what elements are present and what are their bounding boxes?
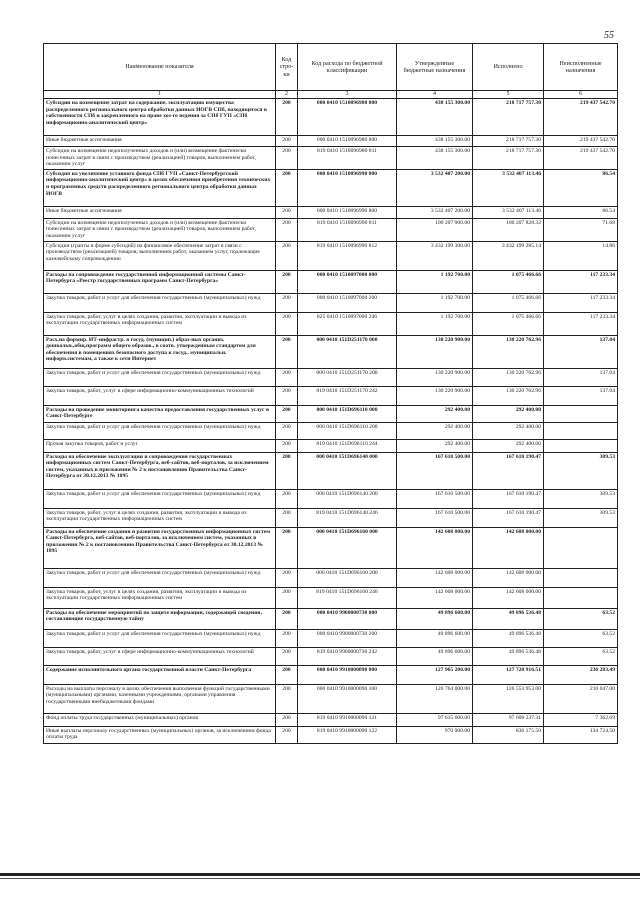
row-executed: 836 175.50 <box>473 726 544 743</box>
table-row <box>44 726 618 743</box>
row-executed: 218 717 757.30 <box>473 99 544 136</box>
row-unexecuted <box>544 422 618 439</box>
row-unexecuted: 63.52 <box>544 629 618 647</box>
row-unexecuted: 309.53 <box>544 489 618 508</box>
row-line-code: 200 <box>276 587 298 608</box>
row-unexecuted <box>544 405 618 422</box>
table-row <box>44 647 618 665</box>
row-approved: 3 532 407 200.00 <box>397 206 473 218</box>
row-unexecuted: 210 047.00 <box>544 684 618 713</box>
row-approved: 97 615 600.00 <box>397 713 473 726</box>
row-expense-code: 000 0410 9910000090 000 <box>298 665 397 684</box>
row-approved: 49 896 600.00 <box>397 608 473 629</box>
row-expense-code: 819 0410 151D251170 242 <box>298 386 397 405</box>
row-name: Расходы на обеспечение эксплуатации и сопровождения государственных информационных систем Санкт-Петербурга, веб-сайтов, веб-порталов, за исключением систем, указанных в приложении № 2 к постановлению Правительства Санкт-Петербурга от 30.12.2013 № 1095 <box>44 452 276 489</box>
row-executed: 167 610 190.47 <box>473 452 544 489</box>
row-unexecuted: 63.52 <box>544 608 618 629</box>
row-approved: 292 400.00 <box>397 405 473 422</box>
column-number: 1 <box>44 91 276 99</box>
header-row <box>44 44 618 91</box>
row-name: Расходы на обеспечение мероприятий по защите информации, содержащей сведения, составляющие государственную тайну <box>44 608 276 629</box>
row-name: Прочая закупка товаров, работ и услуг <box>44 439 276 452</box>
row-executed: 292 400.00 <box>473 405 544 422</box>
row-executed: 49 896 536.48 <box>473 608 544 629</box>
row-line-code: 200 <box>276 608 298 629</box>
row-unexecuted: 117 233.34 <box>544 270 618 293</box>
row-name: Закупка товаров, работ и услуг для обеспечения государственных (муниципальных) нужд <box>44 629 276 647</box>
row-executed: 3 532 407 113.46 <box>473 169 544 206</box>
row-executed: 97 608 237.31 <box>473 713 544 726</box>
row-expense-code: 000 0410 1510097000 200 <box>298 293 397 312</box>
row-expense-code: 000 0410 9900000730 000 <box>298 608 397 629</box>
row-expense-code: 819 0410 1510096990 812 <box>298 241 397 270</box>
row-executed: 130 220 762.96 <box>473 368 544 386</box>
row-line-code: 200 <box>276 629 298 647</box>
row-unexecuted <box>544 587 618 608</box>
row-line-code: 200 <box>276 665 298 684</box>
row-expense-code: 000 0410 1510096990 800 <box>298 206 397 218</box>
row-approved: 49 896 600.00 <box>397 647 473 665</box>
table-row <box>44 241 618 270</box>
row-line-code: 200 <box>276 99 298 136</box>
row-executed: 167 610 190.47 <box>473 508 544 527</box>
row-line-code: 200 <box>276 508 298 527</box>
row-line-code: 200 <box>276 439 298 452</box>
table-row <box>44 218 618 241</box>
row-approved: 142 608 000.00 <box>397 587 473 608</box>
row-expense-code: 000 0410 151D696160 000 <box>298 527 397 568</box>
row-approved: 292 400.00 <box>397 439 473 452</box>
row-unexecuted: 7 362.69 <box>544 713 618 726</box>
row-name: Расходы на обеспечение создания и развития государственных информационных систем Санкт-Петербурга, веб-сайтов, веб-порталов, за исключением систем, указанных в приложении № 2 к постановлению Правительства Санкт-Петербурга от 30.12.2013 № 1095 <box>44 527 276 568</box>
table-row <box>44 608 618 629</box>
table-row <box>44 527 618 568</box>
bottom-rule-thin <box>0 878 640 879</box>
table-row <box>44 147 618 170</box>
row-name: Расходы на проведение мониторинга качества предоставления государственных услуг в Санкт-Петербурге <box>44 405 276 422</box>
row-executed: 130 220 762.96 <box>473 335 544 368</box>
row-unexecuted: 63.52 <box>544 647 618 665</box>
row-executed: 292 400.00 <box>473 422 544 439</box>
row-unexecuted: 117 233.34 <box>544 312 618 335</box>
row-name: Закупка товаров, работ, услуг в сфере информационно-коммуникационных технологий <box>44 386 276 405</box>
row-approved: 126 764 000.00 <box>397 684 473 713</box>
row-expense-code: 819 0410 1510096990 811 <box>298 218 397 241</box>
row-approved: 1 192 700.00 <box>397 293 473 312</box>
row-expense-code: 825 0410 1510097000 246 <box>298 312 397 335</box>
row-name: Содержание исполнительного органа государственной власти Санкт-Петербурга <box>44 665 276 684</box>
row-approved: 1 192 700.00 <box>397 270 473 293</box>
row-approved: 438 155 300.00 <box>397 99 473 136</box>
row-executed: 49 896 536.48 <box>473 629 544 647</box>
row-unexecuted: 309.53 <box>544 508 618 527</box>
table-row <box>44 270 618 293</box>
table-row <box>44 312 618 335</box>
row-name: Закупка товаров, работ, услуг в целях создания, развития, эксплуатации и вывода из эксплуатации государственных информационных систем <box>44 312 276 335</box>
table-row <box>44 386 618 405</box>
row-line-code: 200 <box>276 169 298 206</box>
row-approved: 142 608 000.00 <box>397 568 473 587</box>
row-expense-code: 000 0410 1510097000 000 <box>298 270 397 293</box>
row-line-code: 200 <box>276 684 298 713</box>
table-row <box>44 568 618 587</box>
row-name: Закупка товаров, работ и услуг для обеспечения государственных (муниципальных) нужд <box>44 568 276 587</box>
row-executed: 3 432 199 285.14 <box>473 241 544 270</box>
row-executed: 49 896 536.48 <box>473 647 544 665</box>
row-name: Иные бюджетные ассигнования <box>44 206 276 218</box>
column-number: 2 <box>276 91 298 99</box>
table-row <box>44 335 618 368</box>
row-unexecuted <box>544 568 618 587</box>
row-line-code: 200 <box>276 335 298 368</box>
row-approved: 127 965 200.00 <box>397 665 473 684</box>
row-unexecuted: 86.54 <box>544 169 618 206</box>
row-name: Закупка товаров, работ и услуг для обеспечения государственных (муниципальных) нужд <box>44 368 276 386</box>
column-number: 5 <box>473 91 544 99</box>
header-line-code: Код стро-ки <box>276 44 298 91</box>
row-line-code: 200 <box>276 293 298 312</box>
table-row <box>44 508 618 527</box>
row-unexecuted: 137.04 <box>544 386 618 405</box>
row-expense-code: 819 0410 9900000730 242 <box>298 647 397 665</box>
row-name: Субсидия на увеличение уставного фонда СПб ГУП «Санкт-Петербургский информационно-аналитический центр» в целях обеспечения приобретения технических и программных средств распределенного регионального центра обработки данных ИОГВ <box>44 169 276 206</box>
row-name: Субсидии на возмещение недополученных доходов и (или) возмещение фактически понесенных затрат в связи с производством (реализацией) товаров, выполнением работ, оказанием услуг <box>44 147 276 170</box>
row-expense-code: 000 0410 151D251170 200 <box>298 368 397 386</box>
column-number: 3 <box>298 91 397 99</box>
table-row <box>44 489 618 508</box>
row-expense-code: 819 0410 151D696110 244 <box>298 439 397 452</box>
row-executed: 126 553 953.00 <box>473 684 544 713</box>
row-expense-code: 819 0410 151D696160 246 <box>298 587 397 608</box>
table-row <box>44 405 618 422</box>
table-row <box>44 439 618 452</box>
table-row <box>44 587 618 608</box>
row-line-code: 200 <box>276 270 298 293</box>
row-executed: 218 717 757.30 <box>473 147 544 170</box>
table-row <box>44 684 618 713</box>
row-line-code: 200 <box>276 218 298 241</box>
row-line-code: 200 <box>276 726 298 743</box>
row-line-code: 200 <box>276 452 298 489</box>
column-number: 6 <box>544 91 618 99</box>
row-approved: 130 220 900.00 <box>397 386 473 405</box>
row-name: Иные выплаты персоналу государственных (муниципальных) органов, за исключением фонда оплаты труда <box>44 726 276 743</box>
row-executed: 142 608 000.00 <box>473 587 544 608</box>
row-name: Закупка товаров, работ и услуг для обеспечения государственных (муниципальных) нужд <box>44 489 276 508</box>
row-line-code: 200 <box>276 422 298 439</box>
row-approved: 3 432 199 300.00 <box>397 241 473 270</box>
row-name: Субсидии (гранты в форме субсидий) на финансовое обеспечение затрат в связи с производством (реализацией) товаров, выполнением работ, оказанием услуг, подлежащие казначейскому сопровождению <box>44 241 276 270</box>
row-name: Расходы на сопровождение государственной информационной системы Санкт-Петербурга «Реестр государственных программ Санкт-Петербурга» <box>44 270 276 293</box>
table-row <box>44 368 618 386</box>
row-name: Закупка товаров, работ, услуг в целях создания, развития, эксплуатации и вывода из эксплуатации государственных информационных систем <box>44 508 276 527</box>
column-number-row <box>44 91 618 99</box>
row-line-code: 200 <box>276 568 298 587</box>
row-line-code: 200 <box>276 527 298 568</box>
table-row <box>44 452 618 489</box>
row-unexecuted: 219 437 542.70 <box>544 136 618 147</box>
row-executed: 1 075 466.66 <box>473 293 544 312</box>
header-approved: Утвержденные бюджетные назначения <box>397 44 473 91</box>
row-approved: 167 610 500.00 <box>397 508 473 527</box>
row-line-code: 200 <box>276 241 298 270</box>
row-approved: 3 532 407 200.00 <box>397 169 473 206</box>
row-approved: 130 220 900.00 <box>397 368 473 386</box>
row-approved: 438 155 300.00 <box>397 136 473 147</box>
row-line-code: 200 <box>276 386 298 405</box>
row-expense-code: 000 0410 151D251170 000 <box>298 335 397 368</box>
row-approved: 49 896 600.00 <box>397 629 473 647</box>
row-expense-code: 000 0410 151D696110 200 <box>298 422 397 439</box>
row-expense-code: 000 0410 9910000090 100 <box>298 684 397 713</box>
row-unexecuted: 71.68 <box>544 218 618 241</box>
row-approved: 438 155 300.00 <box>397 147 473 170</box>
row-name: Иные бюджетные ассигнования <box>44 136 276 147</box>
row-approved: 167 610 500.00 <box>397 452 473 489</box>
row-executed: 100 207 828.32 <box>473 218 544 241</box>
row-unexecuted <box>544 527 618 568</box>
row-name: Субсидии на возмещение затрат на содержание, эксплуатацию имущества распределенного регионального центра обработки данных ИОГВ СПб, находящегося в собственности СПб и закрепленного на праве хоз-го ведения за СПб ГУП «СПб информационно-аналитический центр» <box>44 99 276 136</box>
row-name: Закупка товаров, работ и услуг для обеспечения государственных (муниципальных) нужд <box>44 422 276 439</box>
row-approved: 292 400.00 <box>397 422 473 439</box>
row-expense-code: 000 0410 9900000730 200 <box>298 629 397 647</box>
row-executed: 142 608 000.00 <box>473 527 544 568</box>
row-unexecuted: 219 437 542.70 <box>544 99 618 136</box>
row-approved: 130 220 900.00 <box>397 335 473 368</box>
row-name: Расходы на выплаты персоналу в целях обеспечения выполнения функций государственными (муниципальными) органами, казенными учреждениями, органами управления государственными внебюджетными фондами <box>44 684 276 713</box>
row-executed: 167 610 190.47 <box>473 489 544 508</box>
budget-execution-table <box>43 43 618 744</box>
table-row <box>44 713 618 726</box>
row-approved: 167 610 500.00 <box>397 489 473 508</box>
page-number: 55 <box>604 30 614 41</box>
row-expense-code: 000 0410 151D696160 200 <box>298 568 397 587</box>
row-unexecuted: 117 233.34 <box>544 293 618 312</box>
row-name: Закупка товаров, работ, услуг в сфере информационно-коммуникационных технологий <box>44 647 276 665</box>
row-unexecuted: 134 724.50 <box>544 726 618 743</box>
header-expense-code: Код расхода по бюджетной классификации <box>298 44 397 91</box>
table-row <box>44 169 618 206</box>
row-executed: 1 075 466.66 <box>473 312 544 335</box>
row-line-code: 200 <box>276 368 298 386</box>
row-executed: 130 220 762.96 <box>473 386 544 405</box>
table-row <box>44 665 618 684</box>
row-unexecuted: 219 437 542.70 <box>544 147 618 170</box>
table-row <box>44 99 618 136</box>
header-unexecuted: Неисполненные назначения <box>544 44 618 91</box>
row-expense-code: 819 0410 9910000090 121 <box>298 713 397 726</box>
bottom-rule <box>0 873 640 876</box>
row-name: Закупка товаров, работ, услуг в целях создания, развития, эксплуатации и вывода из эксплуатации государственных информационных систем <box>44 587 276 608</box>
row-line-code: 200 <box>276 312 298 335</box>
row-line-code: 200 <box>276 405 298 422</box>
header-executed: Исполнено <box>473 44 544 91</box>
row-expense-code: 819 0410 9910000090 122 <box>298 726 397 743</box>
table-row <box>44 629 618 647</box>
row-unexecuted: 236 283.49 <box>544 665 618 684</box>
row-unexecuted: 137.04 <box>544 335 618 368</box>
row-executed: 3 532 407 113.46 <box>473 206 544 218</box>
row-expense-code: 000 0410 1510096990 000 <box>298 169 397 206</box>
row-unexecuted <box>544 439 618 452</box>
table-row <box>44 422 618 439</box>
row-executed: 1 075 466.66 <box>473 270 544 293</box>
row-unexecuted: 137.04 <box>544 368 618 386</box>
row-unexecuted: 309.53 <box>544 452 618 489</box>
table-row <box>44 206 618 218</box>
header-name: Наименование показателя <box>44 44 276 91</box>
column-number: 4 <box>397 91 473 99</box>
row-expense-code: 819 0410 1510096980 811 <box>298 147 397 170</box>
row-line-code: 200 <box>276 713 298 726</box>
row-line-code: 200 <box>276 489 298 508</box>
row-name: Фонд оплаты труда государственных (муниципальных) органов <box>44 713 276 726</box>
row-unexecuted: 14.86 <box>544 241 618 270</box>
row-unexecuted: 86.54 <box>544 206 618 218</box>
row-line-code: 200 <box>276 647 298 665</box>
row-expense-code: 000 0410 1510096980 000 <box>298 99 397 136</box>
table-row <box>44 293 618 312</box>
table-row <box>44 136 618 147</box>
row-approved: 100 207 900.00 <box>397 218 473 241</box>
row-line-code: 200 <box>276 147 298 170</box>
row-approved: 142 608 000.00 <box>397 527 473 568</box>
row-executed: 292 400.00 <box>473 439 544 452</box>
row-approved: 1 192 700.00 <box>397 312 473 335</box>
row-name: Закупка товаров, работ и услуг для обеспечения государственных (муниципальных) нужд <box>44 293 276 312</box>
row-name: Расх.на формир. ИТ-инфрастр. в госуд. (муницип.) образ-ных организ. дошкольн.,общ.программ общего образов., в соотв. утвержденным стандартом для обеспечения в помещениях безопасного доступа к госуд., муниципальн. информ.системам, а также к сети Интернет <box>44 335 276 368</box>
row-expense-code: 000 0410 1510096980 800 <box>298 136 397 147</box>
row-executed: 142 608 000.00 <box>473 568 544 587</box>
row-line-code: 200 <box>276 206 298 218</box>
row-expense-code: 819 0410 151D696140 246 <box>298 508 397 527</box>
row-line-code: 200 <box>276 136 298 147</box>
row-name: Субсидии на возмещение недополученных доходов и (или) возмещение фактически понесенных затрат в связи с производством (реализацией) товаров, выполнением работ, оказанием услуг <box>44 218 276 241</box>
row-expense-code: 000 0410 151D696110 000 <box>298 405 397 422</box>
row-expense-code: 000 0410 151D696140 000 <box>298 452 397 489</box>
row-executed: 127 728 916.51 <box>473 665 544 684</box>
row-approved: 970 900.00 <box>397 726 473 743</box>
row-expense-code: 000 0410 151D696140 200 <box>298 489 397 508</box>
row-executed: 218 717 757.30 <box>473 136 544 147</box>
